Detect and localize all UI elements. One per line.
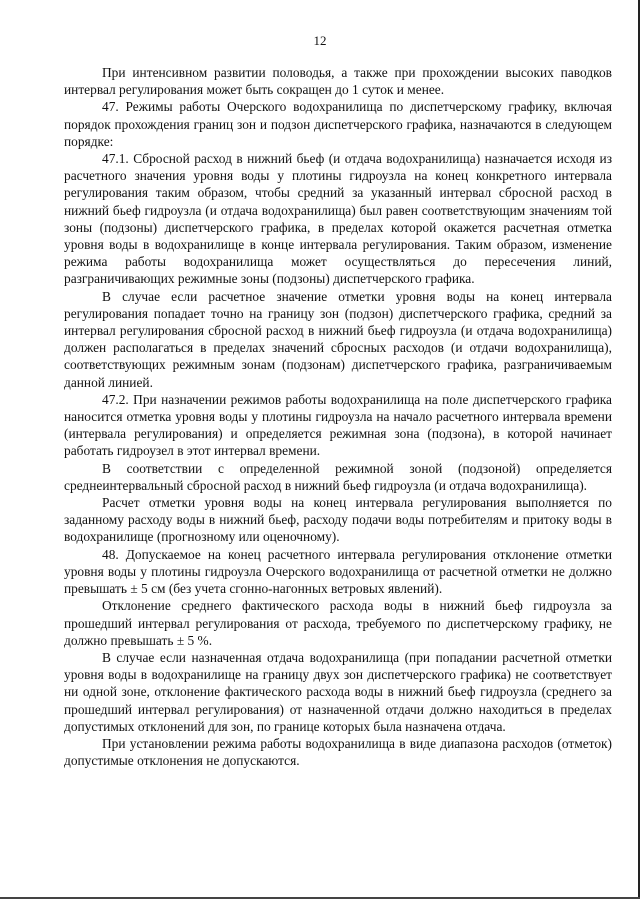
paragraph-two-zones-case: В случае если назначенная отдача водохранилища (при попадании расчетной отметки уровня воды в водохранилище на границу двух зон диспетчерского графика) не соответствует ни одной зоне, отклонение фактического расхода воды в нижний бьеф гидроузла (среднего за прошедший интервал регулирования) от назначенной отдачи должно находиться в пределах допустимых отклонений для зон, по границе которых была назначена отдача. [64, 649, 612, 734]
document-body [64, 64, 612, 769]
paragraph-discharge-deviation: Отклонение среднего фактического расхода воды в нижний бьеф гидроузла за прошедший интервал регулирования от расхода, требуемого по диспетчерскому графику, не должно превышать ± 5 %. [64, 598, 612, 648]
page-number: 12 [313, 33, 327, 48]
paragraph-boundary-case: В случае если расчетное значение отметки уровня воды на конец интервала регулирования попадает точно на границу зон (подзон) диспетчерского графика, средний за интервал регулирования сбросной расход в нижний бьеф гидроузла (и отдача водохранилища) должен располагаться в пределах значений сбросных расходов (и отдачи водохранилища), соответствующих режимным зонам (подзонам) диспетчерского графика, разграничиваемым данной линией. [64, 288, 612, 390]
paragraph-47-2: 47.2. При назначении режимов работы водохранилища на поле диспетчерского графика наносится отметка уровня воды у плотины гидроузла на начало расчетного интервала времени (интервала регулирования) и определяется режимная зона (подзона), в которой начинает работать гидроузел в этот интервал времени. [64, 391, 612, 459]
paragraph-level-calculation: Расчет отметки уровня воды на конец интервала регулирования выполняется по заданному расходу воды в нижний бьеф, расходу подачи воды потребителям и притоку воды в водохранилище (прогнозному или оценочному). [64, 495, 612, 545]
paragraph-48: 48. Допускаемое на конец расчетного интервала регулирования отклонение отметки уровня воды у плотины гидроузла Очерского водохранилища от расчетной отметки не должно превышать ± 5 см (без учета сгонно-нагонных ветровых явлений). [64, 546, 612, 597]
paragraph-flood-interval: При интенсивном развитии половодья, а также при прохождении высоких паводков интервал регулирования может быть сокращен до 1 суток и менее. [64, 65, 612, 98]
paragraph-zone-discharge: В соответствии с определенной режимной зоной (подзоной) определяется среднеинтервальный сбросной расход в нижний бьеф гидроузла (и отдача водохранилища). [64, 460, 612, 493]
paragraph-range-mode: При установлении режима работы водохранилища в виде диапазона расходов (отметок) допустимые отклонения не допускаются. [64, 735, 612, 769]
paragraph-47: 47. Режимы работы Очерского водохранилища по диспетчерскому графику, включая порядок прохождения границ зон и подзон диспетчерского графика, назначаются в следующем порядке: [64, 99, 612, 149]
paragraph-47-1: 47.1. Сбросной расход в нижний бьеф (и отдача водохранилища) назначается исходя из расчетного значения уровня воды у плотины гидроузла на конец конкретного интервала регулирования таким образом, чтобы средний за указанный интервал сбросной расход в нижний бьеф гидроузла (и отдача водохранилища) был равен соответствующим значениям той зоны (подзоны) диспетчерского графика, в пределах которой окажется расчетная отметка уровня воды в водохранилище в конце интервала регулирования. Таким образом, изменение режима работы водохранилища может осуществляться до пересечения линий, разграничивающих режимные зоны (подзоны) диспетчерского графика. [64, 151, 612, 287]
